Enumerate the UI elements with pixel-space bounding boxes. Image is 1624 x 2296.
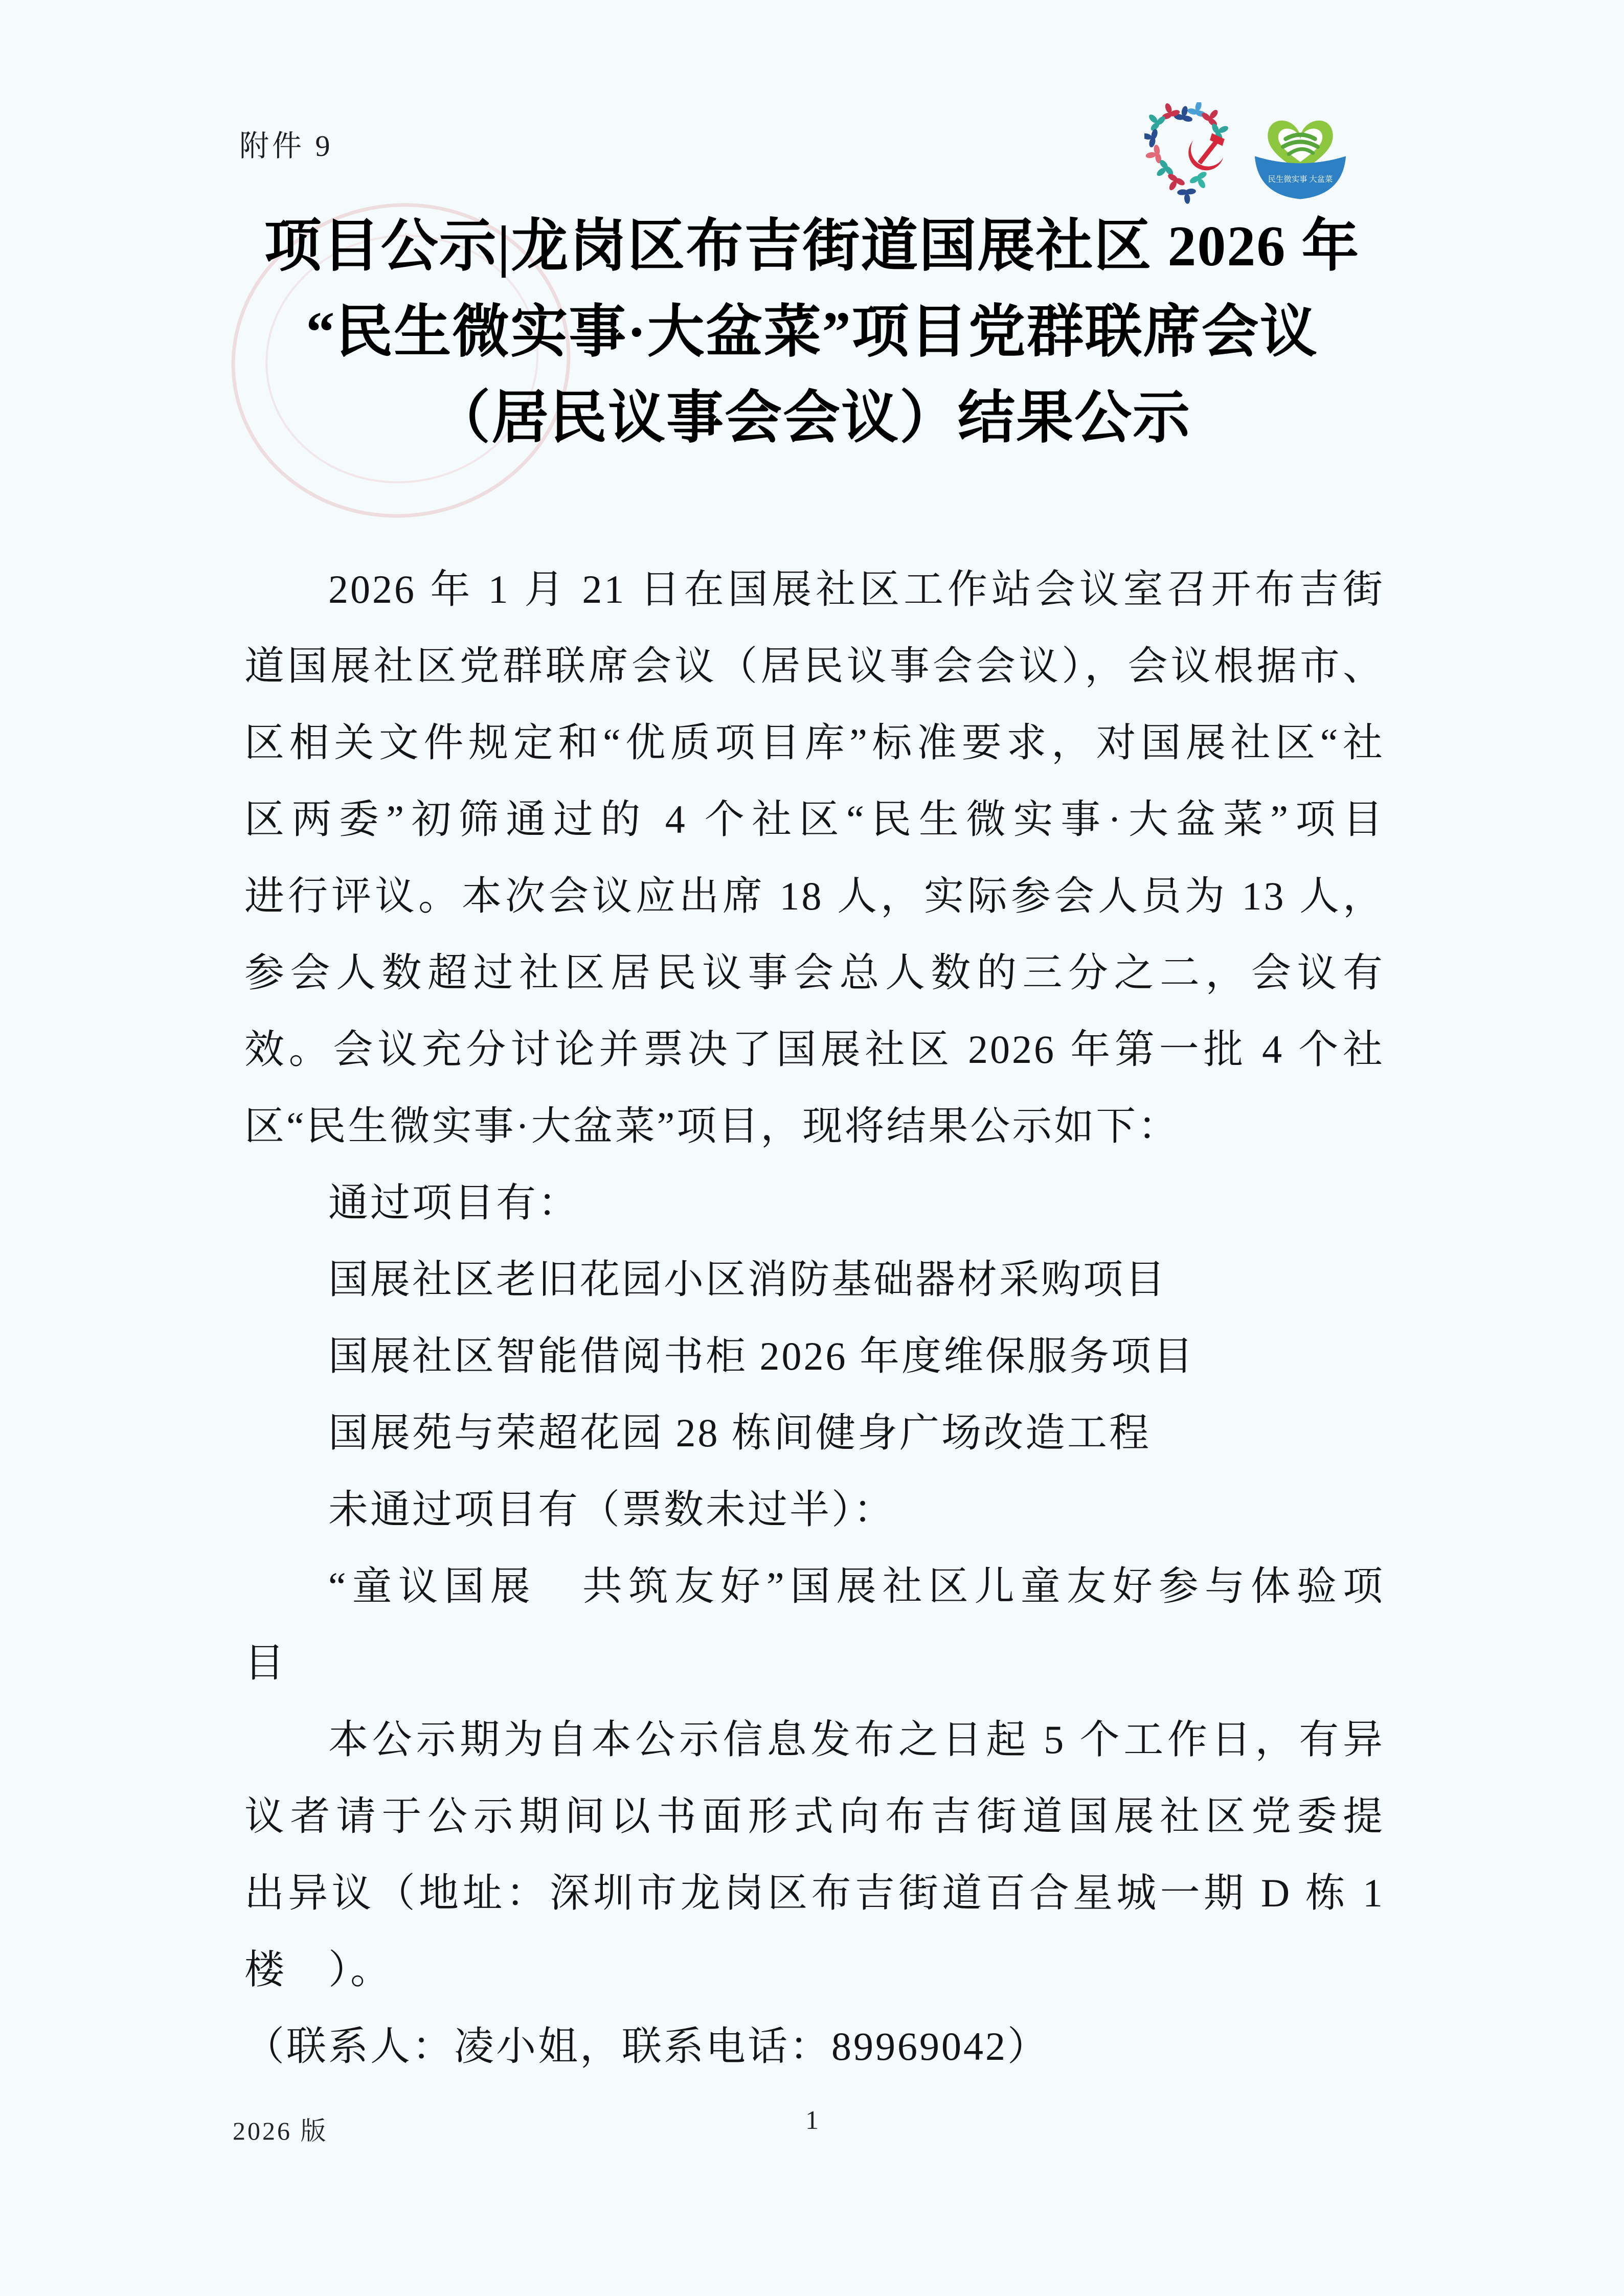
- page-title: [0, 203, 1624, 461]
- page-number: 1: [805, 2106, 819, 2135]
- footer-version: 2026 版: [233, 2117, 328, 2145]
- body-line: 目: [244, 1641, 287, 1685]
- document-body: [244, 551, 1385, 2085]
- body-line: 2026 年 1 月 21 日在国展社区工作站会议室召开布吉街: [328, 567, 1385, 611]
- body-line: 道国展社区党群联席会议（居民议事会会议），会议根据市、: [244, 644, 1385, 688]
- body-line: 参会人数超过社区居民议事会总人数的三分之二，会议有: [244, 950, 1385, 995]
- page-title-line-1: 项目公示|龙岗区布吉街道国展社区 2026 年: [264, 215, 1360, 278]
- body-line: 国展苑与荣超花园 28 栋间健身广场改造工程: [328, 1411, 1152, 1455]
- body-line: （联系人：凌小姐，联系电话：89969042）: [244, 2024, 1050, 2068]
- body-line: 未通过项目有（票数未过半）：: [328, 1487, 896, 1532]
- body-line: 效。会议充分讨论并票决了国展社区 2026 年第一批 4 个社: [244, 1027, 1385, 1072]
- party-emblem-logo: [1144, 102, 1234, 212]
- attachment-label: 附件 9: [239, 129, 333, 163]
- body-line: “童议国展 共筑友好”国展社区儿童友好参与体验项: [328, 1564, 1385, 1608]
- minsheng-dapencai-logo: [1248, 102, 1353, 210]
- body-line: 通过项目有：: [328, 1180, 580, 1225]
- body-line: 进行评议。本次会议应出席 18 人，实际参会人员为 13 人，: [244, 874, 1385, 918]
- body-line: 楼 ）。: [244, 1947, 393, 1992]
- body-line: 区“民生微实事·大盆菜”项目，现将结果公示如下：: [244, 1104, 1180, 1148]
- petal-heart: [1144, 102, 1232, 204]
- body-line: 国展社区老旧花园小区消防基础器材采购项目: [328, 1257, 1167, 1302]
- page-title-line-2: “民生微实事·大盆菜”项目党群联席会议: [306, 301, 1318, 364]
- body-line: 本公示期为自本公示信息发布之日起 5 个工作日，有异: [328, 1717, 1385, 1762]
- body-line: 出异议（地址：深圳市龙岗区布吉街道百合星城一期 D 栋 1: [244, 1871, 1385, 1915]
- body-line: 国展社区智能借阅书柜 2026 年度维保服务项目: [328, 1334, 1196, 1378]
- body-line: 区两委”初筛通过的 4 个社区“民生微实事·大盆菜”项目: [244, 797, 1385, 842]
- body-line: 区相关文件规定和“优质项目库”标准要求，对国展社区“社: [244, 720, 1385, 765]
- minsheng-logo-caption: 民生微实事 大盆菜: [1268, 175, 1333, 184]
- body-line: 议者请于公示期间以书面形式向布吉街道国展社区党委提: [244, 1794, 1385, 1838]
- page-title-line-3: （居民议事会会议）结果公示: [433, 387, 1191, 450]
